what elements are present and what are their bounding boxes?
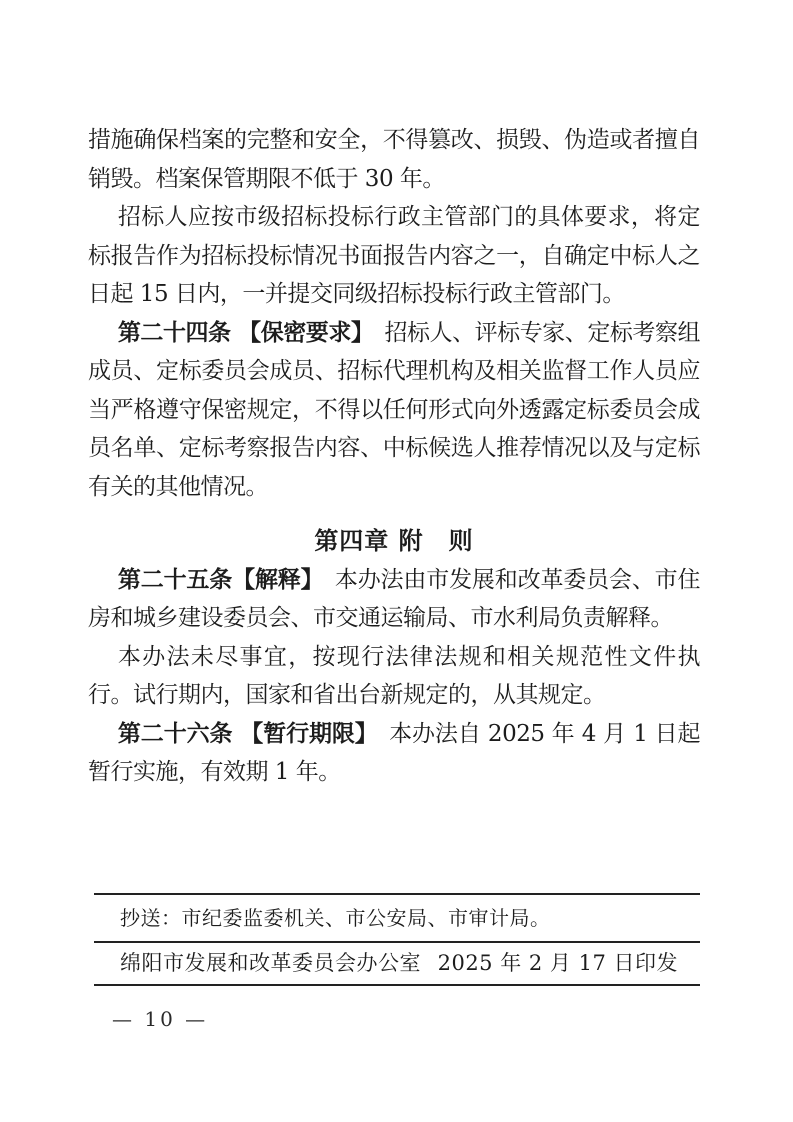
cc-row bbox=[94, 895, 700, 943]
issuer-row bbox=[94, 943, 700, 986]
paragraph-text: 本办法由市发展和改革委员会、市住房和城乡建设委员会、市交通运输局、市水利局负责解释。 bbox=[88, 566, 701, 631]
article-26-paragraph bbox=[88, 715, 700, 792]
paragraph-unaddressed-matters bbox=[88, 638, 700, 715]
paragraph-text: 措施确保档案的完整和安全，不得篡改、损毁、伪造或者擅自销毁。档案保管期限不低于 30 年。 bbox=[88, 127, 700, 192]
chapter-heading: 第四章 附 则 bbox=[314, 526, 474, 555]
paragraph-text: 招标人、评标专家、定标考察组成员、定标委员会成员、招标代理机构及相关监督工作人员应当严格遵守保密规定，不得以任何形式向外透露定标委员会成员名单、定标考察报告内容、中标候选人推荐情况以及与定标有关的其他情况。 bbox=[88, 319, 700, 500]
cc-text: 抄送：市纪委监委机关、市公安局、市审计局。 bbox=[120, 906, 551, 930]
issuer-text: 绵阳市发展和改革委员会办公室 bbox=[120, 951, 421, 975]
article-25-paragraph bbox=[88, 561, 700, 638]
paragraph-report-filing bbox=[88, 198, 700, 314]
paragraph-text: 招标人应按市级招标投标行政主管部门的具体要求，将定标报告作为招标投标情况书面报告内容之一，自确定中标人之日起 15 日内，一并提交同级招标投标行政主管部门。 bbox=[88, 204, 700, 307]
article-24-label: 第二十四条 【保密要求】 bbox=[117, 318, 362, 346]
paragraph-archive-continuation bbox=[88, 121, 700, 198]
article-26-label: 第二十六条 【暂行期限】 bbox=[117, 719, 367, 747]
page-number: — 10 — bbox=[112, 1007, 209, 1031]
paragraph-text: 本办法未尽事宜，按现行法律法规和相关规范性文件执行。试行期内，国家和省出台新规定的，从其规定。 bbox=[88, 643, 700, 708]
article-24-paragraph bbox=[88, 314, 700, 507]
paragraph-text: 本办法自 2025 年 4 月 1 日起暂行实施，有效期 1 年。 bbox=[88, 720, 700, 785]
article-25-label: 第二十五条【解释】 bbox=[117, 565, 312, 593]
issue-date-text: 2025 年 2 月 17 日印发 bbox=[437, 951, 678, 975]
document-body bbox=[88, 121, 700, 792]
document-footer bbox=[94, 893, 700, 986]
